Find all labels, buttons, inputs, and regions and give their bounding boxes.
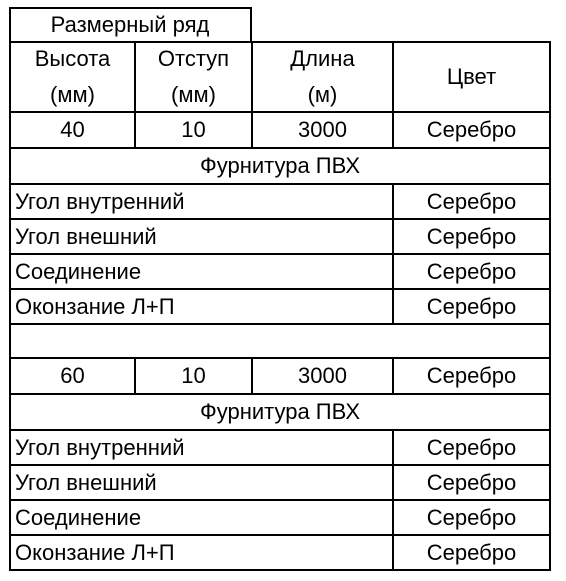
table-title: Размерный ряд [50,12,210,37]
grid-line [392,357,394,395]
grid-line [9,288,551,290]
header-offset-label: Отступ [157,46,230,71]
header-length [252,42,393,112]
spec-height-cell: 40 [60,117,85,142]
grid-line [9,7,11,571]
fittings-title: Фурнитура ПВХ [199,153,360,178]
header-height-label: Высота [34,46,111,71]
header-offset-unit: (мм) [171,82,216,107]
fitting-color-cell: Серебро [426,293,517,319]
grid-line [9,218,551,220]
fitting-name-cell: Соединение [15,504,142,530]
spec-offset-cell: 10 [181,117,206,142]
grid-line [9,569,551,571]
fitting-color-cell: Серебро [426,258,517,284]
fitting-name-cell: Угол внутренний [15,188,185,214]
grid-line [134,41,136,149]
grid-line [134,357,136,395]
fitting-color-cell: Серебро [426,223,517,249]
fitting-name-cell: Соединение [15,258,142,284]
spec-height-cell: 60 [60,363,85,388]
grid-line [9,357,551,359]
fitting-color-cell: Серебро [426,188,517,214]
grid-line [392,41,394,149]
grid-line [9,147,551,149]
fitting-name-cell: Угол внешний [15,469,157,495]
fitting-name-cell: Оконзание Л+П [15,539,175,565]
grid-line [9,393,551,395]
grid-line [9,429,551,431]
spec-color-cell: Серебро [426,363,517,388]
grid-line [9,183,551,185]
fitting-name-cell: Оконзание Л+П [15,293,175,319]
fitting-color-cell: Серебро [426,504,517,530]
header-height-unit: (мм) [50,82,95,107]
fitting-color-cell: Серебро [426,539,517,565]
spec-length-cell: 3000 [298,117,347,142]
spec-length-cell: 3000 [298,363,347,388]
grid-line [9,253,551,255]
grid-line [9,464,551,466]
header-height [10,42,135,112]
header-offset [135,42,252,112]
fitting-name-cell: Угол внешний [15,223,157,249]
grid-line [9,499,551,501]
grid-line [392,183,394,325]
grid-line [9,534,551,536]
header-length-unit: (м) [307,82,338,107]
fitting-color-cell: Серебро [426,469,517,495]
grid-line [251,357,253,395]
header-length-label: Длина [290,46,355,71]
grid-line [250,7,252,42]
fitting-color-cell: Серебро [426,434,517,460]
grid-line [392,429,394,571]
fitting-name-cell: Угол внутренний [15,434,185,460]
header-color: Цвет [446,64,497,89]
grid-line [9,7,251,9]
grid-line [9,323,551,325]
grid-line [9,111,551,113]
spec-color-cell: Серебро [426,117,517,142]
grid-line [251,41,253,149]
fittings-title: Фурнитура ПВХ [199,399,360,424]
spec-offset-cell: 10 [181,363,206,388]
grid-line [549,41,551,571]
grid-line [9,41,551,43]
